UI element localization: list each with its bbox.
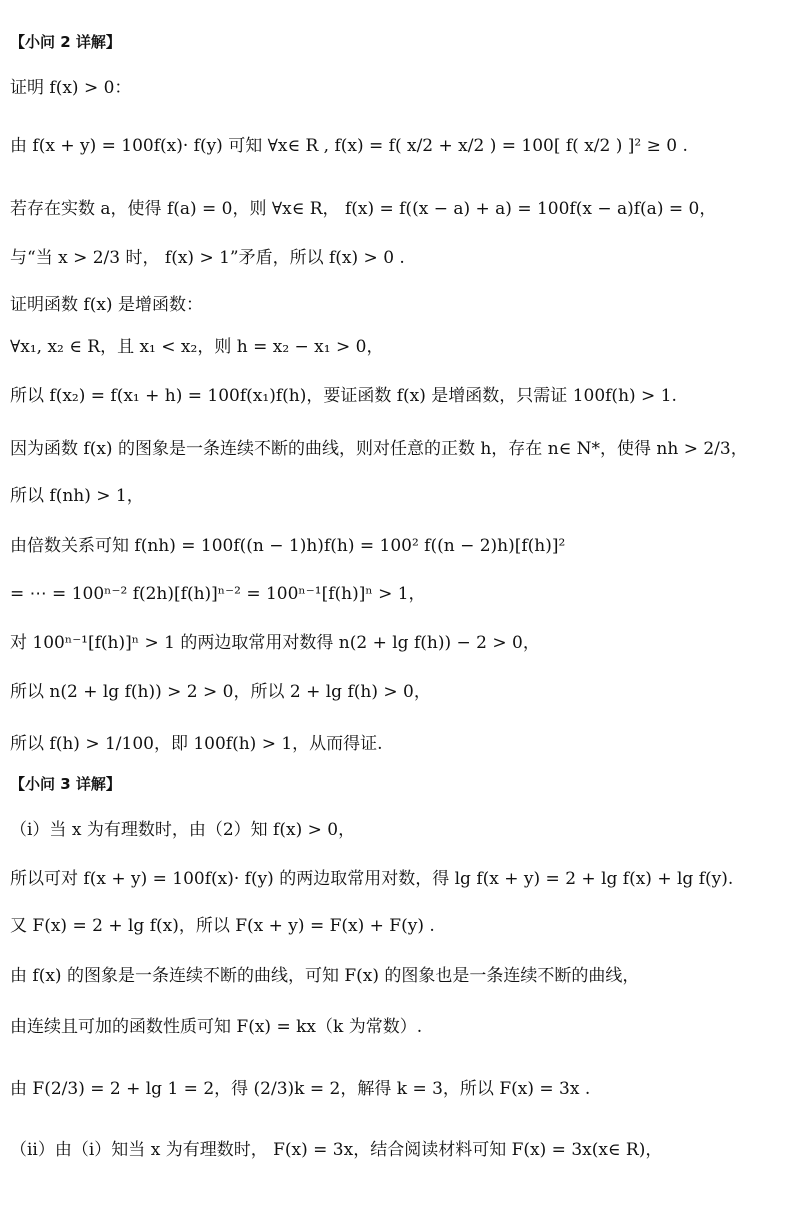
text-line: ∀x₁, x₂ ∈ R，且 x₁ < x₂，则 h = x₂ − x₁ > 0， <box>10 337 384 357</box>
text-line: 与“当 x > 2/3 时， f(x) > 1”矛盾，所以 f(x) > 0 . <box>10 248 405 268</box>
section-2-heading: 【小问 2 详解】 <box>10 33 121 51</box>
text-line: （ii）由（i）知当 x 为有理数时， F(x) = 3x，结合阅读材料可知 F(x) = 3x(x∈ R)， <box>10 1140 663 1160</box>
text-line: 所以可对 f(x + y) = 100f(x)· f(y) 的两边取常用对数，得 lg f(x + y) = 2 + lg f(x) + lg f(y). <box>10 869 734 889</box>
text-line: 对 100ⁿ⁻¹[f(h)]ⁿ > 1 的两边取常用对数得 n(2 + lg f(h)) − 2 > 0， <box>10 633 540 653</box>
text-line: 由连续且可加的函数性质可知 F(x) = kx（k 为常数）. <box>10 1017 423 1037</box>
text-line: 所以 f(h) > 1/100，即 100f(h) > 1，从而得证. <box>10 734 383 754</box>
text-line: 又 F(x) = 2 + lg f(x)，所以 F(x + y) = F(x) + F(y) . <box>10 916 435 936</box>
section-3-heading: 【小问 3 详解】 <box>10 775 121 793</box>
text-line: 由倍数关系可知 f(nh) = 100f((n − 1)h)f(h) = 100² f((n − 2)h)[f(h)]² <box>10 536 566 556</box>
text-line: 所以 n(2 + lg f(h)) > 2 > 0，所以 2 + lg f(h) > 0， <box>10 682 431 702</box>
text-line: 所以 f(x₂) = f(x₁ + h) = 100f(x₁)f(h)，要证函数 f(x) 是增函数，只需证 100f(h) > 1. <box>10 386 677 406</box>
text-line: 所以 f(nh) > 1， <box>10 486 144 506</box>
text-line: 由 F(2/3) = 2 + lg 1 = 2，得 (2/3)k = 2，解得 k = 3，所以 F(x) = 3x . <box>10 1079 591 1099</box>
text-line: 由 f(x + y) = 100f(x)· f(y) 可知 ∀x∈ R , f(x) = f( x/2 + x/2 ) = 100[ f( x/2 ) ]² ≥ 0 . <box>10 136 688 156</box>
text-line: 证明 f(x) > 0： <box>10 78 132 98</box>
text-line: = ⋯ = 100ⁿ⁻² f(2h)[f(h)]ⁿ⁻² = 100ⁿ⁻¹[f(h)]ⁿ > 1， <box>10 584 426 604</box>
text-line: 由 f(x) 的图象是一条连续不断的曲线，可知 F(x) 的图象也是一条连续不断的曲线， <box>10 966 640 986</box>
text-line: （i）当 x 为有理数时，由（2）知 f(x) > 0， <box>10 820 356 840</box>
text-line: 证明函数 f(x) 是增函数： <box>10 295 203 315</box>
text-line: 因为函数 f(x) 的图象是一条连续不断的曲线，则对任意的正数 h，存在 n∈ N*，使得 nh > 2/3， <box>10 439 748 459</box>
text-line: 若存在实数 a，使得 f(a) = 0，则 ∀x∈ R， f(x) = f((x − a) + a) = 100f(x − a)f(a) = 0， <box>10 199 717 219</box>
